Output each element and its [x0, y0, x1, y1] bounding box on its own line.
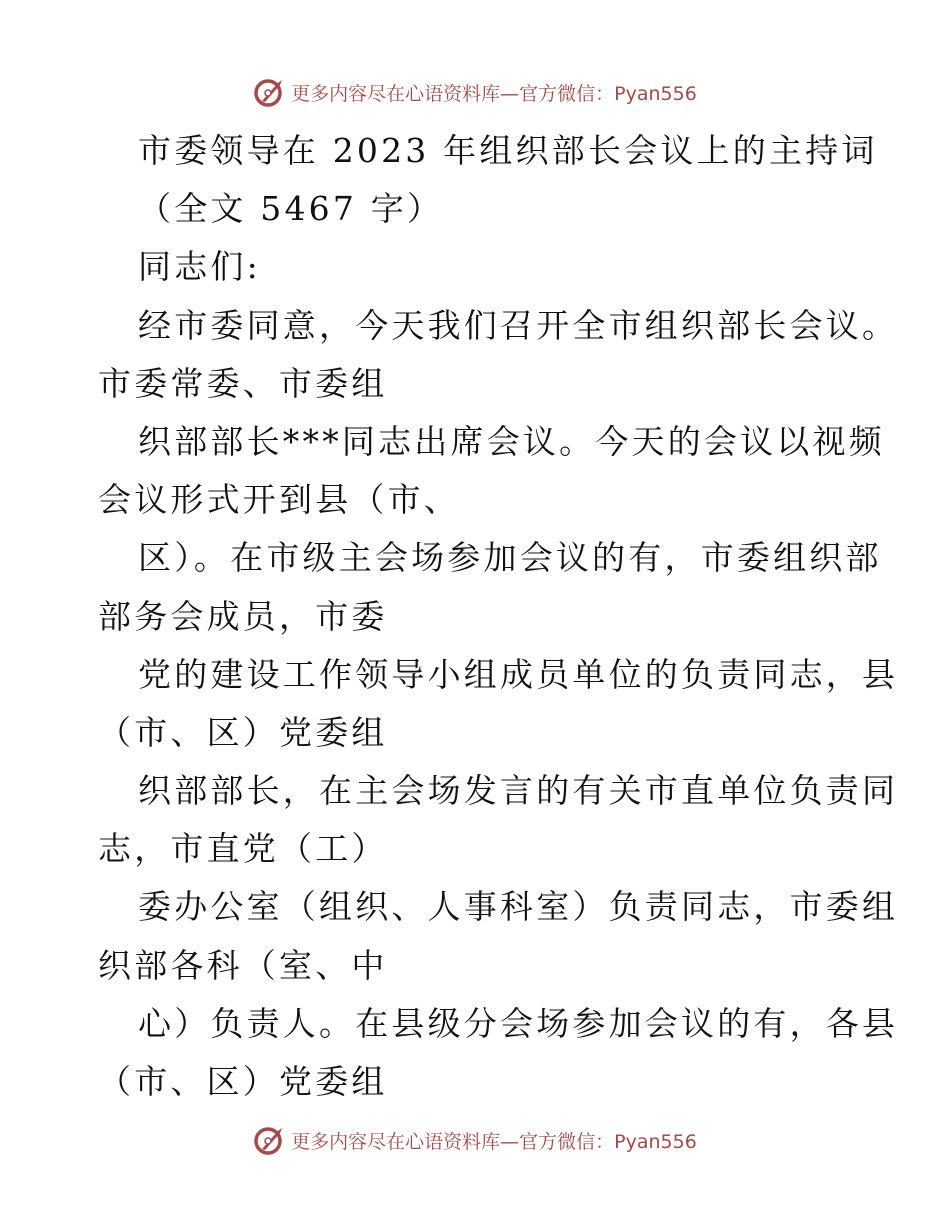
text-line-7 [98, 471, 858, 529]
text-line-13 [98, 820, 858, 878]
text-line-1 [98, 122, 878, 180]
text-line-14 [98, 878, 899, 936]
footer-watermark [0, 1120, 950, 1160]
text-line-6 [98, 413, 885, 471]
line-text: 部务会成员，市委 [98, 596, 388, 636]
line-text: 市委常委、市委组 [98, 363, 388, 403]
text-line-9 [98, 588, 858, 646]
pen-logo-icon [253, 75, 287, 109]
text-line-16 [98, 995, 899, 1053]
header-watermark-text: 更多内容尽在心语资料库—官方微信：Pyan556 [291, 82, 697, 105]
document-body [98, 122, 899, 1111]
text-line-17 [98, 1053, 858, 1111]
line-text: 心）负责人。在县级分会场参加会议的有，各县 [138, 1003, 899, 1043]
line-text: 织部部长***同志出席会议。今天的会议以视频 [138, 421, 885, 461]
line-text: 市委领导在 2023 年组织部长会议上的主持词 [138, 131, 878, 170]
text-line-12 [98, 762, 899, 820]
text-line-4 [98, 297, 899, 355]
header-watermark [0, 72, 950, 112]
line-text: 经市委同意，今天我们召开全市组织部长会议。 [138, 305, 899, 345]
line-text: （市、区）党委组 [98, 712, 388, 752]
line-text: 区）。在市级主会场参加会议的有，市委组织部 [138, 538, 882, 578]
line-text: 委办公室（组织、人事科室）负责同志，市委组 [138, 887, 899, 927]
line-text: （全文 5467 字） [138, 189, 444, 229]
line-text: 同志们: [138, 247, 261, 287]
text-line-8 [98, 529, 882, 587]
text-line-10 [98, 646, 899, 704]
text-line-5 [98, 355, 858, 413]
text-line-2 [98, 180, 858, 238]
pen-logo-icon [253, 1123, 287, 1157]
line-text: 织部各科（室、中 [98, 945, 388, 985]
line-text: 织部部长，在主会场发言的有关市直单位负责同 [138, 771, 899, 811]
line-text: 党的建设工作领导小组成员单位的负责同志，县 [138, 654, 899, 694]
footer-watermark-text: 更多内容尽在心语资料库—官方微信：Pyan556 [291, 1130, 697, 1153]
line-text: （市、区）党委组 [98, 1062, 388, 1101]
text-line-11 [98, 704, 858, 762]
line-text: 志，市直党（工） [98, 829, 388, 869]
text-line-3 [98, 238, 858, 296]
text-line-15 [98, 937, 858, 995]
line-text: 会议形式开到县（市、 [98, 480, 460, 520]
